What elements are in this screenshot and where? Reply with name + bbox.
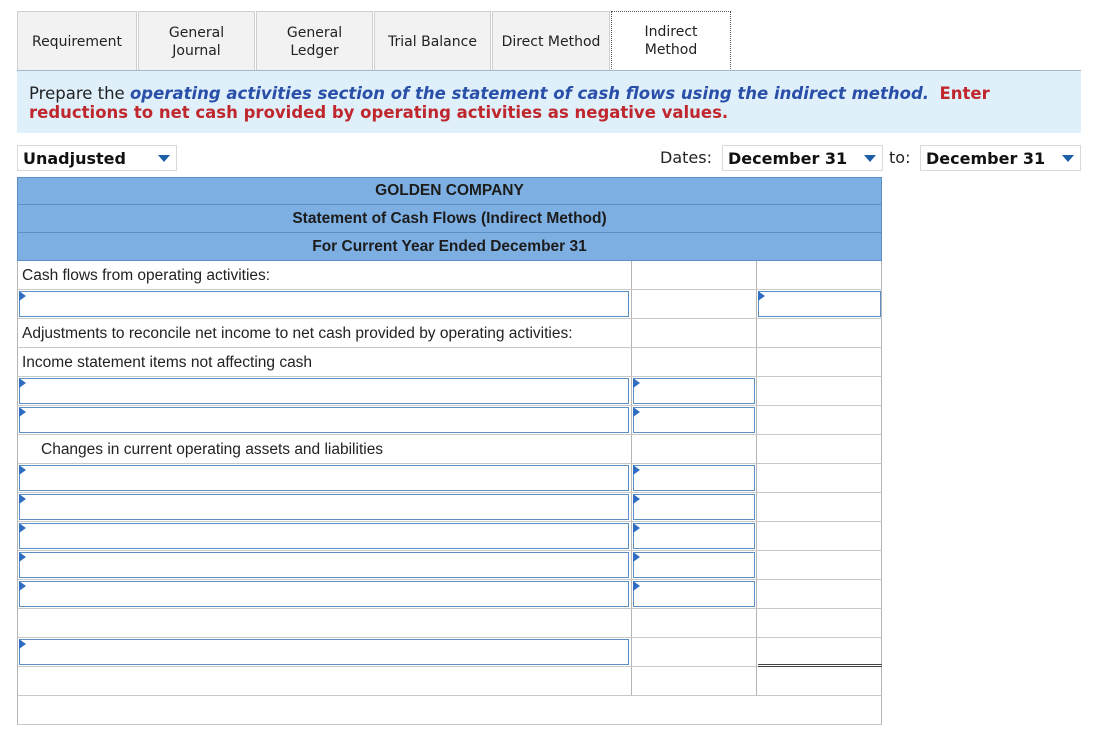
statement-row [17, 290, 882, 319]
statement-row [17, 580, 882, 609]
column-divider [631, 435, 632, 463]
column-divider [756, 464, 757, 492]
date-from-value: December 31 [728, 148, 848, 168]
column-divider [756, 522, 757, 550]
column-divider [756, 493, 757, 521]
amount-input[interactable] [633, 407, 755, 433]
amount-input[interactable] [633, 378, 755, 404]
instruction-warning: Enter reductions to net cash provided by operating activities as negative values. [29, 84, 990, 122]
column-divider [756, 609, 757, 637]
column-divider [756, 290, 757, 318]
column-divider [756, 435, 757, 463]
column-divider [631, 609, 632, 637]
statement-row [17, 348, 882, 377]
to-label: to: [889, 148, 911, 167]
company-name: GOLDEN COMPANY [17, 177, 882, 205]
description-input[interactable] [19, 639, 629, 665]
description-input[interactable] [19, 378, 629, 404]
instruction-emphasis: operating activities section of the statement of cash flows using the indirect method. [129, 84, 930, 103]
column-divider [756, 580, 757, 608]
statement-row [17, 435, 882, 464]
tab-requirement[interactable]: Requirement [17, 11, 137, 71]
column-divider [756, 261, 757, 289]
chevron-down-icon [1062, 155, 1074, 162]
column-divider [631, 464, 632, 492]
statement-row [17, 638, 882, 667]
amount-input[interactable] [633, 552, 755, 578]
tab-general-journal[interactable]: General Journal [138, 11, 255, 71]
column-divider [631, 348, 632, 376]
description-input[interactable] [19, 581, 629, 607]
chevron-down-icon [158, 155, 170, 162]
statement-row [17, 261, 882, 290]
statement-row [17, 377, 882, 406]
row-label: Changes in current operating assets and liabilities [41, 441, 384, 458]
description-input[interactable] [19, 291, 629, 317]
description-input[interactable] [19, 465, 629, 491]
chevron-down-icon [864, 155, 876, 162]
date-to-select[interactable] [920, 145, 1081, 171]
column-divider [631, 580, 632, 608]
statement-title: Statement of Cash Flows (Indirect Method) [17, 205, 882, 233]
column-divider [631, 667, 632, 695]
date-from-select[interactable] [722, 145, 883, 171]
view-select-value: Unadjusted [23, 148, 126, 168]
statement-row [17, 522, 882, 551]
statement-period: For Current Year Ended December 31 [17, 233, 882, 261]
row-label: Income statement items not affecting cash [22, 354, 313, 371]
tab-general-ledger[interactable]: General Ledger [256, 11, 373, 71]
column-divider [631, 319, 632, 347]
amount-input[interactable] [633, 494, 755, 520]
dates-label: Dates: [660, 148, 712, 167]
tab-trial-balance[interactable]: Trial Balance [374, 11, 491, 71]
column-divider [631, 261, 632, 289]
column-divider [631, 551, 632, 579]
amount-input[interactable] [633, 581, 755, 607]
description-input[interactable] [19, 552, 629, 578]
cash-flow-statement [17, 177, 882, 725]
statement-row [17, 493, 882, 522]
column-divider [631, 406, 632, 434]
amount-input[interactable] [633, 465, 755, 491]
column-divider [756, 551, 757, 579]
column-divider [756, 638, 757, 666]
column-divider [631, 522, 632, 550]
row-label: Adjustments to reconcile net income to net cash provided by operating activities: [22, 325, 573, 342]
instruction-prefix: Prepare the [29, 84, 130, 103]
statement-row [17, 551, 882, 580]
column-divider [631, 638, 632, 666]
description-input[interactable] [19, 407, 629, 433]
row-label: Cash flows from operating activities: [22, 267, 271, 284]
amount-input[interactable] [633, 523, 755, 549]
column-divider [756, 319, 757, 347]
statement-rows [17, 261, 882, 725]
statement-row [17, 609, 882, 638]
column-divider [756, 377, 757, 405]
column-divider [631, 493, 632, 521]
description-input[interactable] [19, 523, 629, 549]
statement-row [17, 319, 882, 348]
column-divider [756, 406, 757, 434]
statement-row [17, 696, 882, 725]
instruction-banner [17, 71, 1081, 133]
column-divider [756, 348, 757, 376]
column-divider [631, 290, 632, 318]
column-divider [756, 667, 757, 695]
description-input[interactable] [19, 494, 629, 520]
amount-input[interactable] [758, 291, 881, 317]
tab-direct-method[interactable]: Direct Method [492, 11, 610, 71]
column-divider [631, 377, 632, 405]
statement-row [17, 406, 882, 435]
statement-row [17, 464, 882, 493]
date-to-value: December 31 [926, 148, 1046, 168]
tab-indirect-method[interactable]: Indirect Method [611, 11, 731, 71]
statement-row [17, 667, 882, 696]
view-select[interactable] [17, 145, 177, 171]
